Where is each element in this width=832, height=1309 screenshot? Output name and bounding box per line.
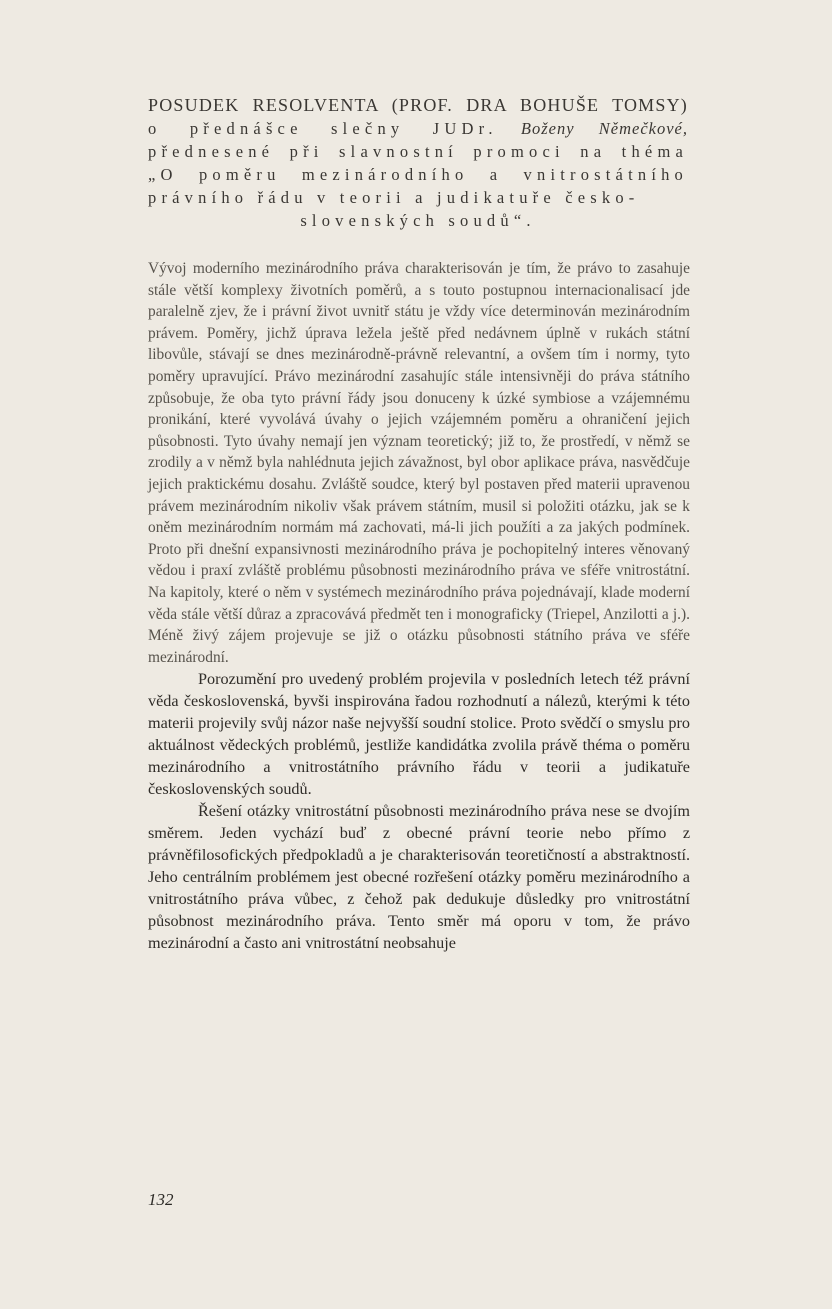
heading-intro: o přednášce slečny JUDr. xyxy=(148,119,498,138)
review-heading xyxy=(148,94,688,232)
body-text xyxy=(148,258,690,954)
review-title: POSUDEK RESOLVENTA (PROF. DRA BOHUŠE TOMSY) xyxy=(148,95,688,115)
paragraph: Porozumění pro uvedený problém projevila v posledních letech též právní věda československá, byvši inspirována řadou rozhodnutí a nálezů, kterými k této materii projevily svůj názor naše nejvyšší soudní stolice. Proto svědčí o smyslu pro aktuálnost vědeckých problémů, jestliže kandidátka zvolila právě théma o poměru mezinárodního a vnitrostátního právního řádu v teorii a judikatuře československých soudů. xyxy=(148,670,690,799)
heading-topic: přednesené při slavnostní promoci na théma „O poměru mezinárodního a vnitrostátního právního řádu v teorii a judikatuře česko- xyxy=(148,142,688,207)
heading-topic-end: slovenských soudů“. xyxy=(300,211,536,230)
paragraph: Vývoj moderního mezinárodního práva charakterisován je tím, že právo to zasahuje stále větší komplexy životních poměrů, a s touto postupnou internacionalisací jde paralelně zjev, že i právní život uvnitř státu je vždy více determinován mezinárodním právem. Poměry, jichž úprava ležela ještě před nedávnem úplně v rukách státní libovůle, stávají se dnes mezinárodně-právně relevantní, a ovšem tím i normy, tyto poměry upravující. Právo mezinárodní zasahujíc stále intensivněji do práva státního způsobuje, že oba tyto právní řády jsou donuceny k úzké symbiose a vzájemnému pronikání, které vyvolává úvahy o jejich vzájemném poměru a ohraničení jejich působnosti. Tyto úvahy nemají jen význam teoretický; již to, že prostředí, v němž se zrodily a v němž byla nahlédnuta jejich závažnost, byl obor aplikace práva, nasvědčuje jejich praktickému dosahu. Zvláště soudce, který byl postaven před materii upravenou právem mezinárodním nikoliv však právem státním, musil si položiti otázku, jak se k oněm mezinárodním normám má zachovati, má-li jich použíti a za jakých podmínek. Proto při dnešní expansivnosti mezinárodního práva je pochopitelný interes věnovaný vědou i praxí zvláště problému působnosti mezinárodního práva ve sféře vnitrostátní. Na kapitoly, které o něm v systémech mezinárodního práva pojednávají, klade moderní věda stále větší důraz a zpracovává předmět ten i monograficky (Triepel, Anzilotti a j.). Méně živý zájem projevuje se již o otázku působnosti státního práva ve sféře mezinárodní. xyxy=(148,260,690,666)
candidate-name: Boženy Němečkové, xyxy=(520,119,689,138)
page-number: 132 xyxy=(148,1190,174,1209)
paragraph: Řešení otázky vnitrostátní působnosti mezinárodního práva nese se dvojím směrem. Jeden vychází buď z obecné právní teorie nebo přímo z právněfilosofických předpokladů a je charakterisován teoretičností a abstraktností. Jeho centrálním problémem jest obecné rozřešení otázky poměru mezinárodního a vnitrostátního práva vůbec, z čehož pak dedukuje důsledky pro vnitrostátní působnost mezinárodního práva. Tento směr má oporu v tom, že právo mezinárodní a často ani vnitrostátní neobsahuje xyxy=(148,802,690,953)
